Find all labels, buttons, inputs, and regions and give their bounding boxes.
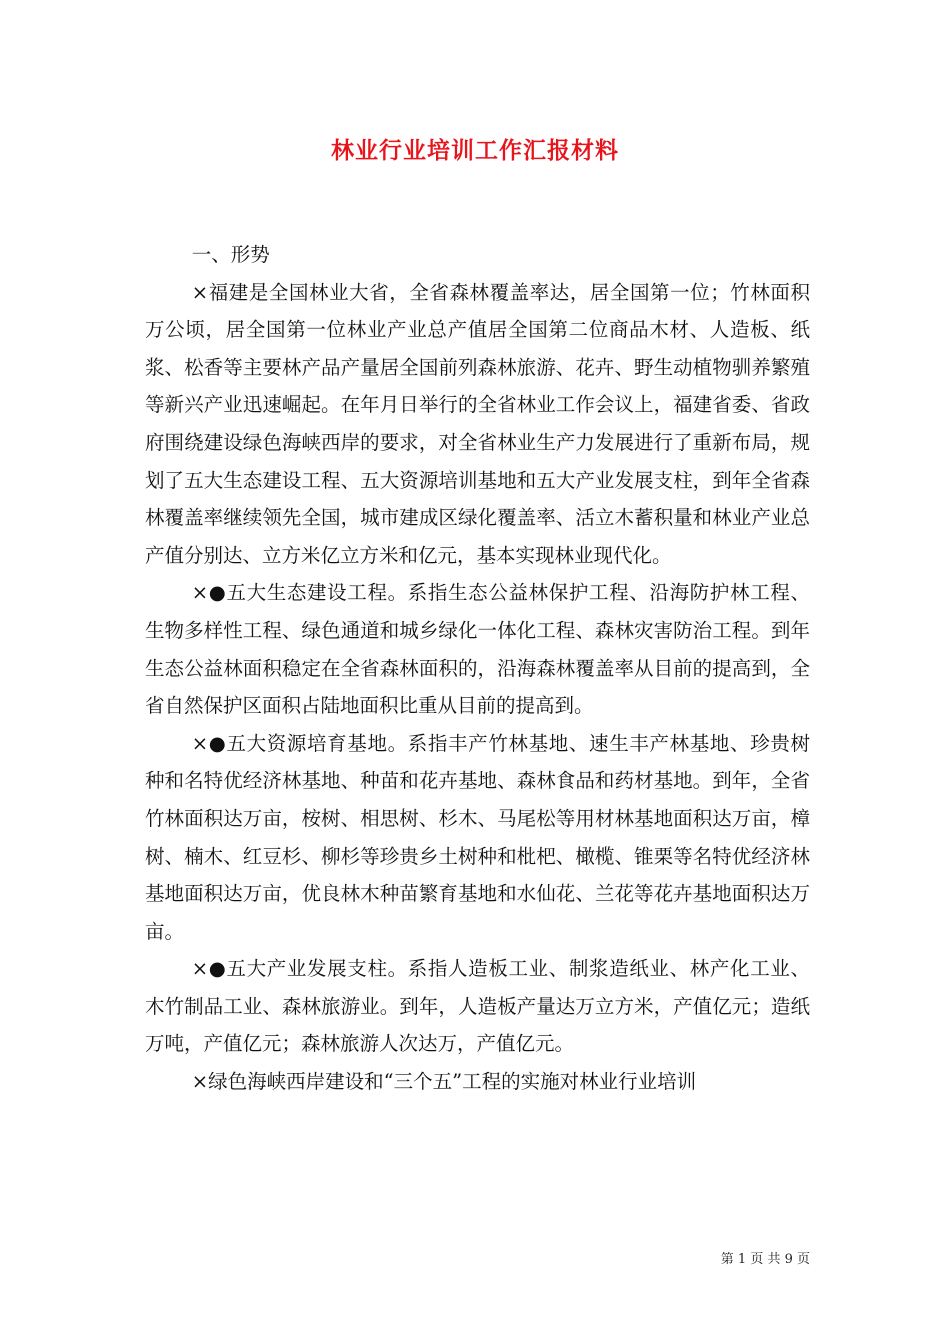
document-title: 林业行业培训工作汇报材料 <box>331 137 619 164</box>
paragraph-industry-pillars: ×●五大产业发展支柱。系指人造板工业、制浆造纸业、林产化工业、木竹制品工业、森林旅游业。到年，人造板产量达万立方米，产值亿元；造纸万吨，产值亿元；森林旅游人次达万，产值亿元。 <box>145 957 810 1056</box>
paragraph-resource-bases: ×●五大资源培育基地。系指丰产竹林基地、速生丰产林基地、珍贵树种和名特优经济林基地、种苗和花卉基地、森林食品和药材基地。到年，全省竹林面积达万亩，桉树、相思树、杉木、马尾松等用材林基地面积达万亩，樟树、楠木、红豆杉、柳杉等珍贵乡土树种和枇杷、橄榄、锥栗等名特优经济林基地面积达万亩，优良林木种苗繁育基地和水仙花、兰花等花卉基地面积达万亩。 <box>145 731 810 943</box>
paragraph-ecological-projects: ×●五大生态建设工程。系指生态公益林保护工程、沿海防护林工程、生物多样性工程、绿色通道和城乡绿化一体化工程、森林灾害防治工程。到年生态公益林面积稳定在全省森林面积的，沿海森林覆盖率从目前的提高到，全省自然保护区面积占陆地面积比重从目前的提高到。 <box>145 581 810 718</box>
page-number: 第 1 页 共 9 页 <box>720 1252 810 1267</box>
section-heading: 一、形势 <box>191 243 270 266</box>
paragraph-overview: ×福建是全国林业大省，全省森林覆盖率达，居全国第一位；竹林面积万公顷，居全国第一位林业产业总产值居全国第二位商品木材、人造板、纸浆、松香等主要林产品产量居全国前列森林旅游、花卉、野生动植物驯养繁殖等新兴产业迅速崛起。在年月日举行的全省林业工作会议上，福建省委、省政府围绕建设绿色海峡西岸的要求，对全省林业生产力发展进行了重新布局，规划了五大生态建设工程、五大资源培训基地和五大产业发展支柱，到年全省森林覆盖率继续领先全国，城市建成区绿化覆盖率、活立木蓄积量和林业产业总产值分别达、立方米亿立方米和亿元，基本实现林业现代化。 <box>145 280 810 567</box>
document-body <box>145 236 810 1101</box>
paragraph-training-impact: ×绿色海峡西岸建设和“三个五”工程的实施对林业行业培训 <box>191 1070 697 1094</box>
